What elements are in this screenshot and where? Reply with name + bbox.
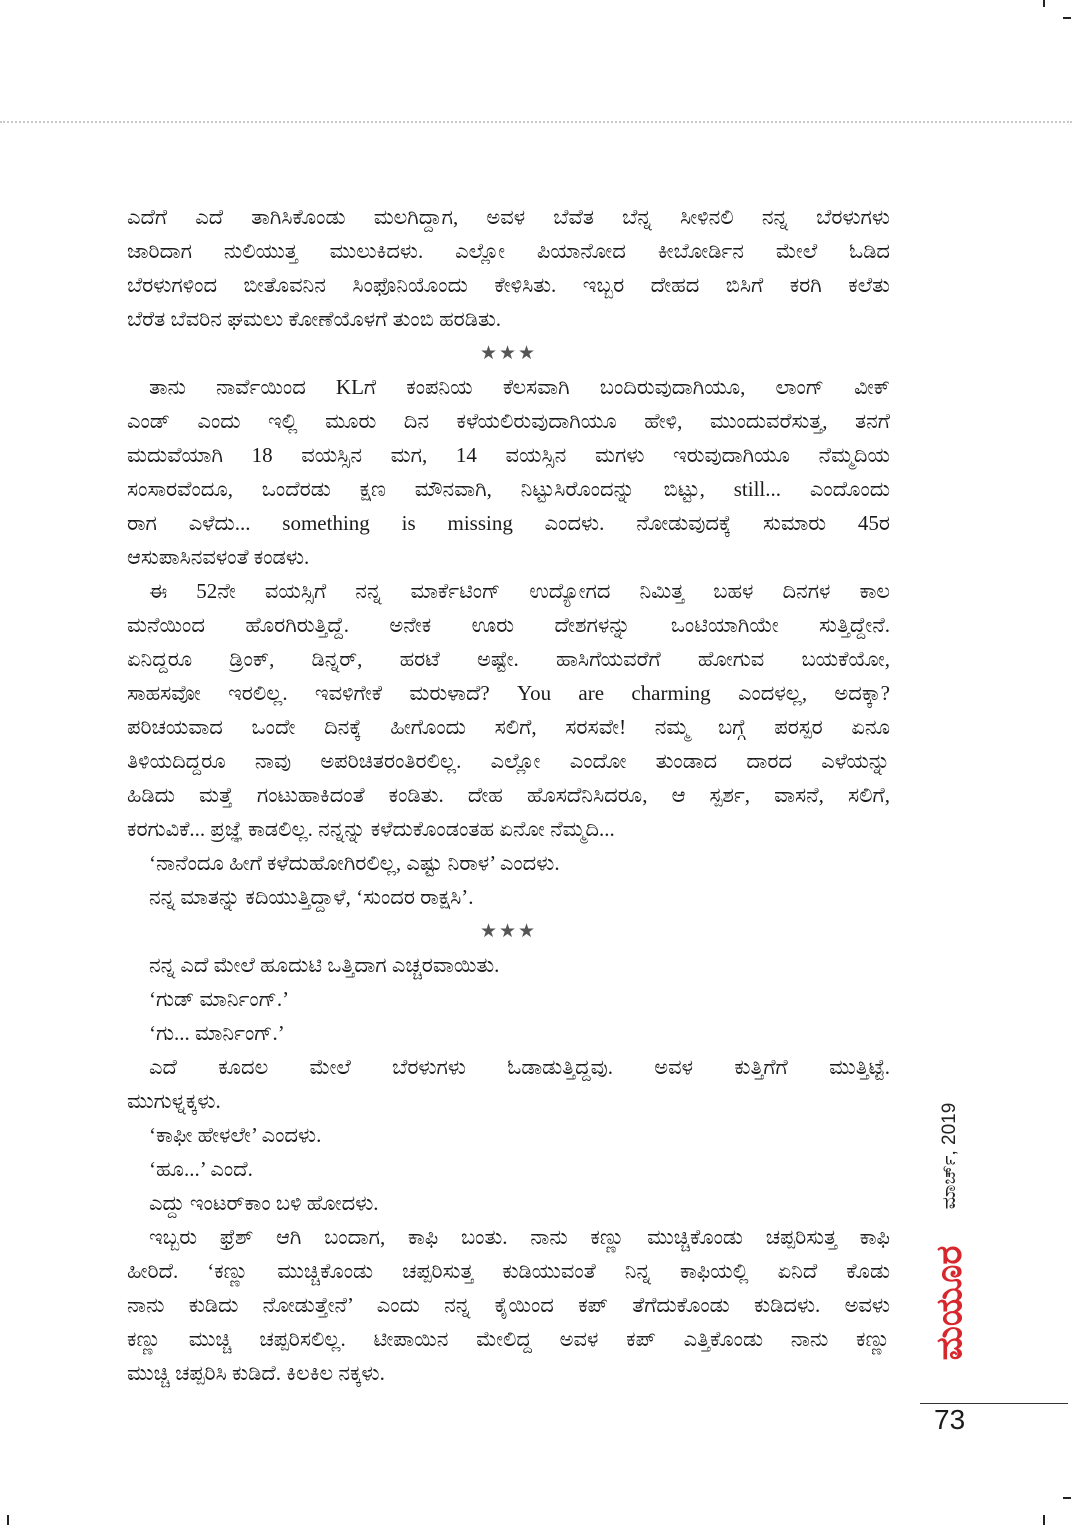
paragraph	[127, 1016, 890, 1050]
text-line: ‘ಕಾಫೀ ಹೇಳಲೇ’ ಎಂದಳು.	[149, 1123, 322, 1147]
text-line: ನನ್ನ ಎದೆ ಮೇಲೆ ಹೂದುಟಿ ಒತ್ತಿದಾಗ ಎಚ್ಚರವಾಯಿತು.	[149, 953, 500, 977]
crop-mark-bottom-right-horizontal	[1063, 1497, 1071, 1499]
paragraph	[127, 1220, 890, 1390]
crop-mark-top-right-vertical	[1043, 0, 1045, 7]
text-line: ರಾಗ ಎಳೆದು... something is missing ಎಂದಳು. ನೋಡುವುದಕ್ಕೆ ಸುಮಾರು 45ರ	[127, 511, 890, 535]
text-line: ಹಿಡಿದು ಮತ್ತೆ ಗಂಟುಹಾಕಿದಂತೆ ಕಂಡಿತು. ದೇಹ ಹೊಸದೆನಿಸಿದರೂ, ಆ ಸ್ಪರ್ಶ, ವಾಸನೆ, ಸಲಿಗೆ,	[127, 783, 890, 807]
paragraph	[127, 1186, 890, 1220]
text-line: ಮುಚ್ಚಿ ಚಪ್ಪರಿಸಿ ಕುಡಿದೆ. ಕಿಲಕಿಲ ನಕ್ಕಳು.	[127, 1361, 385, 1385]
text-line: ನನ್ನ ಮಾತನ್ನು ಕದಿಯುತ್ತಿದ್ದಾಳೆ, ‘ಸುಂದರ ರಾಕ್ಷಸಿ’.	[149, 885, 474, 909]
text-line: ಮುಗುಳ್ನಕ್ಕಳು.	[127, 1089, 221, 1113]
text-line: ತಾನು ನಾರ್ವೆಯಿಂದ KLಗೆ ಕಂಪನಿಯ ಕೆಲಸವಾಗಿ ಬಂದಿರುವುದಾಗಿಯೂ, ಲಾಂಗ್ ವೀಕ್	[149, 375, 890, 399]
text-line: ಎದೆ ಕೂದಲ ಮೇಲೆ ಬೆರಳುಗಳು ಓಡಾಡುತ್ತಿದ್ದವು. ಅವಳ ಕುತ್ತಿಗೆಗೆ ಮುತ್ತಿಟ್ಟೆ.	[149, 1055, 890, 1079]
paragraph	[127, 200, 890, 336]
crop-mark-top-right-horizontal	[1063, 17, 1071, 19]
text-line: ಸಂಸಾರವೆಂದೂ, ಒಂದೆರಡು ಕ್ಷಣ ಮೌನವಾಗಿ, ನಿಟ್ಟುಸಿರೊಂದನ್ನು ಬಿಟ್ಟು, still... ಎಂದೊಂದು	[127, 477, 890, 501]
paragraph	[127, 948, 890, 982]
header-dotted-rule	[0, 121, 1072, 123]
paragraph	[127, 982, 890, 1016]
text-line: ಕಣ್ಣು ಮುಚ್ಚಿ ಚಪ್ಪರಿಸಲಿಲ್ಲ. ಟೀಪಾಯಿನ ಮೇಲಿದ್ದ ಅವಳ ಕಪ್ ಎತ್ತಿಕೊಂಡು ನಾನು ಕಣ್ಣು	[127, 1327, 890, 1351]
issue-date: ಮಾರ್ಚ್, 2019	[939, 1102, 960, 1210]
paragraph	[127, 846, 890, 880]
text-line: ಏನಿದ್ದರೂ ಡ್ರಿಂಕ್, ಡಿನ್ನರ್, ಹರಟೆ ಅಷ್ಟೇ. ಹಾಸಿಗೆಯವರೆಗೆ ಹೋಗುವ ಬಯಕೆಯೋ,	[127, 647, 890, 671]
text-line: ಕರಗುವಿಕೆ... ಪ್ರಜ್ಞೆ ಕಾಡಲಿಲ್ಲ. ನನ್ನನ್ನು ಕಳೆದುಕೊಂಡಂತಹ ಏನೋ ನೆಮ್ಮದಿ...	[127, 817, 615, 841]
page-number: 73	[934, 1404, 966, 1435]
text-line: ಮನೆಯಿಂದ ಹೊರಗಿರುತ್ತಿದ್ದೆ. ಅನೇಕ ಊರು ದೇಶಗಳನ್ನು ಒಂಟಿಯಾಗಿಯೇ ಸುತ್ತಿದ್ದೇನೆ.	[127, 613, 890, 637]
text-line: ಬೆರಳುಗಳಿಂದ ಬೀತೊವನಿನ ಸಿಂಫೊನಿಯೊಂದು ಕೇಳಿಸಿತು. ಇಬ್ಬರ ದೇಹದ ಬಿಸಿಗೆ ಕರಗಿ ಕಲೆತು	[127, 273, 890, 297]
text-line: ‘ಹೂ...’ ಎಂದೆ.	[149, 1157, 253, 1181]
text-line: ಸಾಹಸವೋ ಇರಲಿಲ್ಲ. ಇವಳಿಗೇಕೆ ಮರುಳಾದೆ? You are charming ಎಂದಳಲ್ಲ, ಅದಕ್ಕಾ?	[127, 681, 890, 705]
text-line: ತಿಳಿಯದಿದ್ದರೂ ನಾವು ಅಪರಿಚಿತರಂತಿರಲಿಲ್ಲ. ಎಲ್ಲೋ ಎಂದೋ ತುಂಡಾದ ದಾರದ ಎಳೆಯನ್ನು	[127, 749, 890, 773]
section-separator: ★★★	[479, 920, 538, 942]
text-line: ಈ 52ನೇ ವಯಸ್ಸಿಗೆ ನನ್ನ ಮಾರ್ಕೆಟಿಂಗ್ ಉದ್ಯೋಗದ ನಿಮಿತ್ತ ಬಹಳ ದಿನಗಳ ಕಾಲ	[149, 579, 890, 603]
text-line: ಜಾರಿದಾಗ ನುಲಿಯುತ್ತ ಮುಲುಕಿದಳು. ಎಲ್ಲೋ ಪಿಯಾನೋದ ಕೀಬೋರ್ಡಿನ ಮೇಲೆ ಓಡಿದ	[127, 239, 890, 263]
text-line: ಎಂಡ್ ಎಂದು ಇಲ್ಲಿ ಮೂರು ದಿನ ಕಳೆಯಲಿರುವುದಾಗಿಯೂ ಹೇಳಿ, ಮುಂದುವರೆಸುತ್ತ, ತನಗೆ	[127, 409, 890, 433]
paragraph	[127, 574, 890, 846]
section-separator: ★★★	[479, 342, 538, 364]
text-line: ಎದ್ದು ಇಂಟರ್‌ಕಾಂ ಬಳಿ ಹೋದಳು.	[149, 1191, 379, 1215]
story-column	[127, 200, 890, 1390]
text-line: ಆಸುಪಾಸಿನವಳಂತೆ ಕಂಡಳು.	[127, 545, 310, 569]
text-line: ಇಬ್ಬರು ಫ್ರೆಶ್ ಆಗಿ ಬಂದಾಗ, ಕಾಫಿ ಬಂತು. ನಾನು ಕಣ್ಣು ಮುಚ್ಚಿಕೊಂಡು ಚಪ್ಪರಿಸುತ್ತ ಕಾಫಿ	[149, 1225, 890, 1249]
text-line: ಹೀರಿದೆ. ‘ಕಣ್ಣು ಮುಚ್ಚಿಕೊಂಡು ಚಪ್ಪರಿಸುತ್ತ ಕುಡಿಯುವಂತೆ ನಿನ್ನ ಕಾಫಿಯಲ್ಲಿ ಏನಿದೆ ಕೊಡು	[127, 1259, 890, 1283]
text-line: ಪರಿಚಯವಾದ ಒಂದೇ ದಿನಕ್ಕೆ ಹೀಗೊಂದು ಸಲಿಗೆ, ಸರಸವೇ! ನಮ್ಮ ಬಗ್ಗೆ ಪರಸ್ಪರ ಏನೂ	[127, 715, 890, 739]
crop-mark-bottom-right-vertical	[1043, 1515, 1045, 1525]
text-line: ಎದೆಗೆ ಎದೆ ತಾಗಿಸಿಕೊಂಡು ಮಲಗಿದ್ದಾಗ, ಅವಳ ಬೆವೆತ ಬೆನ್ನ ಸೀಳಿನಲಿ ನನ್ನ ಬೆರಳುಗಳು	[127, 205, 890, 229]
text-line: ‘ಗು... ಮಾರ್ನಿಂಗ್.’	[149, 1021, 285, 1045]
text-line: ‘ಗುಡ್ ಮಾರ್ನಿಂಗ್.’	[149, 987, 290, 1011]
paragraph	[127, 370, 890, 574]
magazine-logo: ಮಯೂರ	[929, 1245, 970, 1361]
text-line: ನಾನು ಕುಡಿದು ನೋಡುತ್ತೇನೆ’ ಎಂದು ನನ್ನ ಕೈಯಿಂದ ಕಪ್ ತೆಗೆದುಕೊಂಡು ಕುಡಿದಳು. ಅವಳು	[127, 1293, 890, 1317]
paragraph	[127, 1050, 890, 1118]
paragraph	[127, 880, 890, 914]
paragraph	[127, 1152, 890, 1186]
text-line: ‘ನಾನೆಂದೂ ಹೀಗೆ ಕಳೆದುಹೋಗಿರಲಿಲ್ಲ, ಎಷ್ಟು ನಿರಾಳ’ ಎಂದಳು.	[149, 851, 560, 875]
text-line: ಬೆರೆತ ಬೆವರಿನ ಘಮಲು ಕೋಣೆಯೊಳಗೆ ತುಂಬಿ ಹರಡಿತು.	[127, 307, 502, 331]
paragraph	[127, 1118, 890, 1152]
text-line: ಮದುವೆಯಾಗಿ 18 ವಯಸ್ಸಿನ ಮಗ, 14 ವಯಸ್ಸಿನ ಮಗಳು ಇರುವುದಾಗಿಯೂ ನೆಮ್ಮದಿಯ	[127, 443, 890, 467]
crop-mark-bottom-left-vertical	[7, 1515, 9, 1525]
